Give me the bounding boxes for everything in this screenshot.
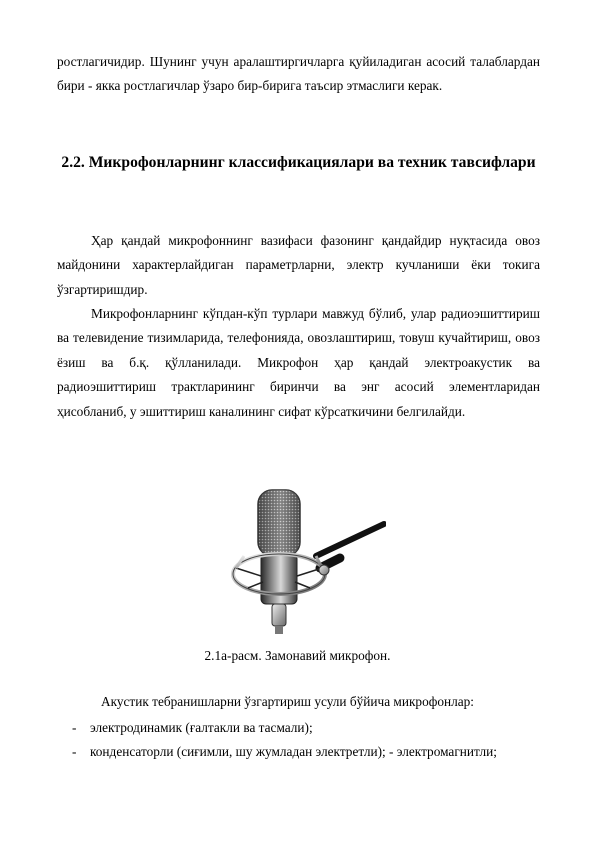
list-bullet: - [72, 744, 77, 759]
list-item-text: электродинамик (ғалтакли ва тасмали); [90, 720, 313, 735]
paragraph-microphone-purpose: Ҳар қандай микрофоннинг вазифаси фазонинг қандайдир нуқтасида овоз майдонини характерлайдиган параметрларни, электр кучланиши ёки токига ўзгартиришдир. [57, 233, 540, 297]
list-item [57, 716, 557, 740]
section-heading: 2.2. Микрофонларнинг классификациялари ва техник тавсифлари [61, 154, 536, 171]
list-bullet: - [72, 720, 77, 735]
paragraph-continuation: ростлагичидир. Шунинг учун аралаштиргичларга қуйиладиган асосий талаблардан бири - якка ростлагичлар ўзаро бир-бирига таъсир этмаслиги керак. [57, 54, 540, 94]
list-item [57, 740, 557, 764]
paragraph-microphone-types: Микрофонларнинг кўпдан-кўп турлари мавжуд бўлиб, улар радиоэшиттириш ва телевидение тизимларида, телефонияда, овозлаштириш, товуш кучайтириш, овоз ёзиш ва б.қ. қўлланилади. Микрофон ҳар қандай электроакустик ва радиоэшиттириш трактларининг биринчи ва энг асосий элементларидан ҳисобланиб, у эшиттириш каналининг сифат кўрсаткичини белгилайди. [57, 306, 540, 419]
microphone-type-list [57, 716, 557, 764]
figure-caption: 2.1а-расм. Замонавий микрофон. [204, 648, 391, 663]
list-item-text: конденсаторли (сиғимли, шу жумладан электретли); - электромагнитли; [90, 744, 497, 759]
studio-microphone-icon [228, 484, 386, 636]
list-intro: Акустик тебранишларни ўзгартириш усули бўйича микрофонлар: [101, 694, 474, 709]
